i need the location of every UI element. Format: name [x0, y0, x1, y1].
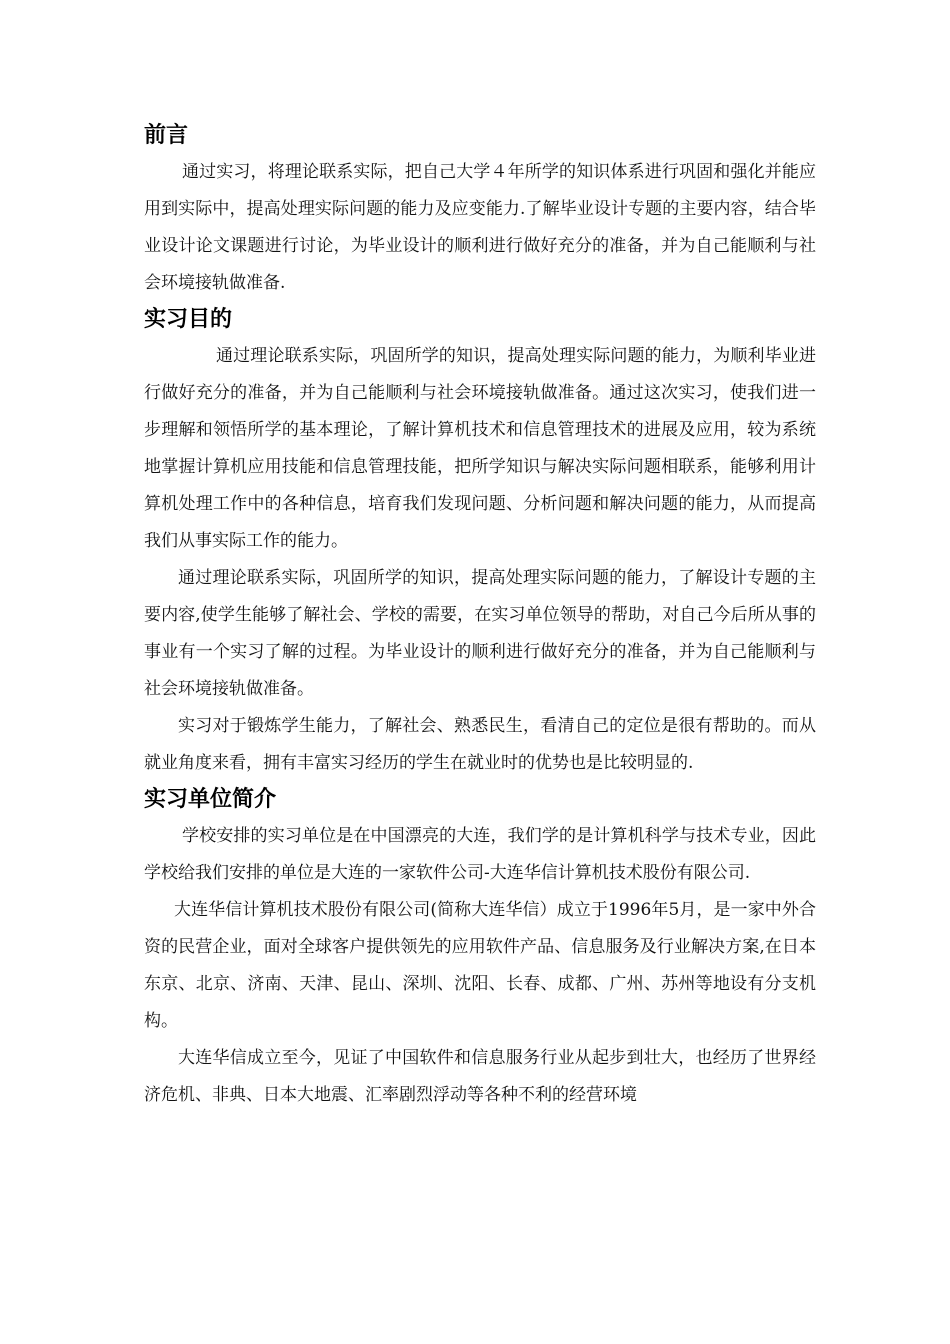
paragraph-purpose-2: 通过理论联系实际，巩固所学的知识，提高处理实际问题的能力，了解设计专题的主要内容,使学生能够了解社会、学校的需要，在实习单位领导的帮助，对自己今后所从事的事业有一个实习了解的过程。为毕业设计的顺利进行做好充分的准备，并为自己能顺利与社会环境接轨做准备。: [144, 568, 816, 699]
heading-internship-purpose: 实习目的: [144, 307, 233, 332]
heading-preface: 前言: [144, 123, 189, 148]
paragraph-purpose-3: 实习对于锻炼学生能力，了解社会、熟悉民生，看清自己的定位是很有帮助的。而从就业角度来看，拥有丰富实习经历的学生在就业时的优势也是比较明显的.: [144, 716, 816, 773]
paragraph-company-3: 大连华信成立至今，见证了中国软件和信息服务行业从起步到壮大，也经历了世界经济危机、非典、日本大地震、汇率剧烈浮动等各种不利的经营环境: [144, 1048, 816, 1105]
paragraph-company-1: 学校安排的实习单位是在中国漂亮的大连，我们学的是计算机科学与技术专业，因此学校给我们安排的单位是大连的一家软件公司-大连华信计算机技术股份有限公司.: [144, 826, 816, 883]
paragraph-preface: 通过实习，将理论联系实际，把自己大学４年所学的知识体系进行巩固和强化并能应用到实际中，提高处理实际问题的能力及应变能力.了解毕业设计专题的主要内容，结合毕业设计论文课题进行讨论，为毕业设计的顺利进行做好充分的准备，并为自己能顺利与社会环境接轨做准备.: [144, 162, 816, 293]
paragraph-company-2: 大连华信计算机技术股份有限公司(简称大连华信）成立于1996年5月，是一家中外合资的民营企业，面对全球客户提供领先的应用软件产品、信息服务及行业解决方案,在日本东京、北京、济南、天津、昆山、深圳、沈阳、长春、成都、广州、苏州等地设有分支机构。: [144, 900, 816, 1031]
paragraph-purpose-1: 通过理论联系实际，巩固所学的知识，提高处理实际问题的能力，为顺利毕业进行做好充分的准备，并为自己能顺利与社会环境接轨做准备。通过这次实习，使我们进一步理解和领悟所学的基本理论，了解计算机技术和信息管理技术的进展及应用，较为系统地掌握计算机应用技能和信息管理技能，把所学知识与解决实际问题相联系，能够利用计算机处理工作中的各种信息，培育我们发现问题、分析问题和解决问题的能力，从而提高我们从事实际工作的能力。: [144, 346, 816, 551]
heading-company-intro: 实习单位简介: [144, 787, 277, 812]
document-body: [144, 118, 816, 1114]
